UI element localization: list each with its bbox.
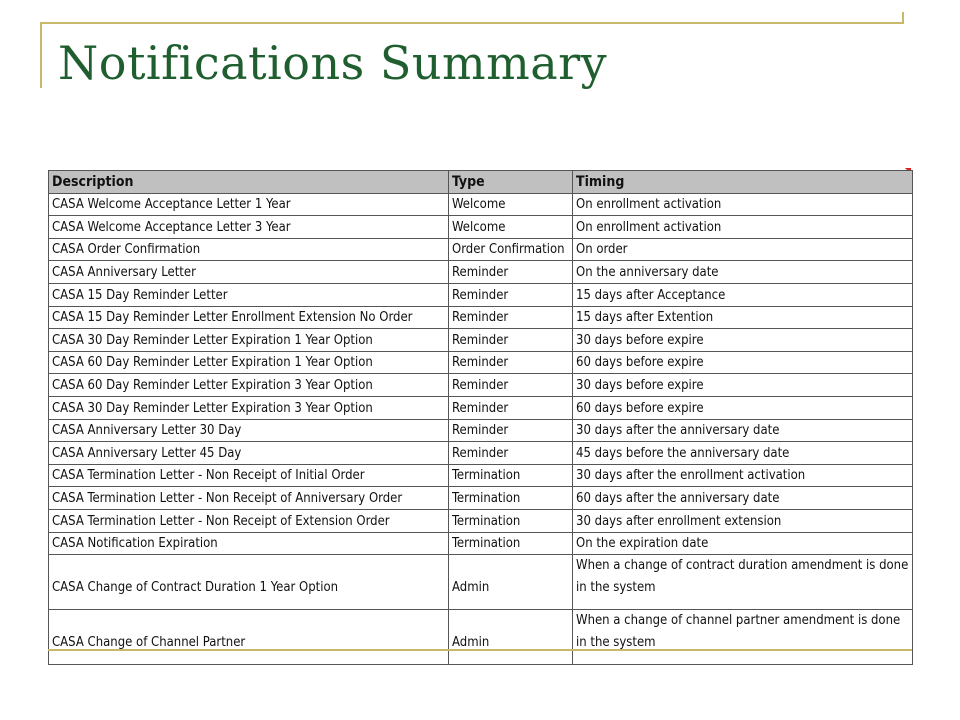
cell-type: Reminder xyxy=(449,396,573,419)
table-row xyxy=(49,374,913,397)
cell-type: Termination xyxy=(449,464,573,487)
table-row xyxy=(49,610,913,665)
cell-timing: On enrollment activation xyxy=(573,193,913,216)
header-type: Type xyxy=(449,171,573,194)
cell-timing: 30 days before expire xyxy=(573,329,913,352)
table-row xyxy=(49,555,913,610)
cell-description: CASA Notification Expiration xyxy=(49,532,449,555)
table-row xyxy=(49,419,913,442)
cell-timing: When a change of contract duration amendment is done in the system xyxy=(573,555,913,610)
cell-description: CASA Termination Letter - Non Receipt of Anniversary Order xyxy=(49,487,449,510)
cell-type: Welcome xyxy=(449,193,573,216)
cell-type: Reminder xyxy=(449,351,573,374)
cell-description: CASA Welcome Acceptance Letter 3 Year xyxy=(49,216,449,239)
cell-timing: 45 days before the anniversary date xyxy=(573,442,913,465)
cell-timing: When a change of channel partner amendment is done in the system xyxy=(573,610,913,665)
cell-description: CASA Change of Contract Duration 1 Year Option xyxy=(49,555,449,610)
cell-description: CASA 30 Day Reminder Letter Expiration 1 Year Option xyxy=(49,329,449,352)
table-row xyxy=(49,509,913,532)
cell-description: CASA 15 Day Reminder Letter Enrollment Extension No Order xyxy=(49,306,449,329)
cell-description: CASA Welcome Acceptance Letter 1 Year xyxy=(49,193,449,216)
cell-description: CASA Anniversary Letter 30 Day xyxy=(49,419,449,442)
table-row xyxy=(49,464,913,487)
cell-description: CASA Termination Letter - Non Receipt of Initial Order xyxy=(49,464,449,487)
cell-description: CASA Change of Channel Partner xyxy=(49,610,449,665)
slide-frame-right-line xyxy=(902,12,904,24)
slide-frame-top-line xyxy=(40,22,904,24)
cell-description: CASA 30 Day Reminder Letter Expiration 3 Year Option xyxy=(49,396,449,419)
cell-timing: 60 days before expire xyxy=(573,351,913,374)
table-row xyxy=(49,238,913,261)
cell-timing: 30 days after the enrollment activation xyxy=(573,464,913,487)
cell-description: CASA Anniversary Letter xyxy=(49,261,449,284)
cell-timing: On enrollment activation xyxy=(573,216,913,239)
cell-timing: 30 days after enrollment extension xyxy=(573,509,913,532)
cell-type: Reminder xyxy=(449,283,573,306)
cell-timing: On order xyxy=(573,238,913,261)
table-row xyxy=(49,283,913,306)
table-row xyxy=(49,193,913,216)
cell-description: CASA 60 Day Reminder Letter Expiration 3 Year Option xyxy=(49,374,449,397)
cell-type: Welcome xyxy=(449,216,573,239)
table-row xyxy=(49,532,913,555)
cell-type: Admin xyxy=(449,555,573,610)
cell-timing: 60 days after the anniversary date xyxy=(573,487,913,510)
cell-type: Termination xyxy=(449,532,573,555)
cell-timing: On the expiration date xyxy=(573,532,913,555)
cell-description: CASA 60 Day Reminder Letter Expiration 1 Year Option xyxy=(49,351,449,374)
cell-type: Reminder xyxy=(449,329,573,352)
cell-type: Order Confirmation xyxy=(449,238,573,261)
cell-description: CASA 15 Day Reminder Letter xyxy=(49,283,449,306)
cell-type: Reminder xyxy=(449,419,573,442)
table-row xyxy=(49,306,913,329)
table-row xyxy=(49,487,913,510)
cell-type: Termination xyxy=(449,487,573,510)
table-row xyxy=(49,216,913,239)
cell-type: Reminder xyxy=(449,374,573,397)
table-bottom-rule xyxy=(48,649,912,651)
cell-description: CASA Anniversary Letter 45 Day xyxy=(49,442,449,465)
cell-timing: 15 days after Acceptance xyxy=(573,283,913,306)
header-description: Description xyxy=(49,171,449,194)
cell-timing: On the anniversary date xyxy=(573,261,913,284)
slide-title: Notifications Summary xyxy=(58,36,608,90)
cell-timing: 30 days before expire xyxy=(573,374,913,397)
cell-timing: 60 days before expire xyxy=(573,396,913,419)
notifications-table-container xyxy=(48,170,912,665)
table-row xyxy=(49,351,913,374)
cell-type: Admin xyxy=(449,610,573,665)
notifications-table xyxy=(48,170,913,665)
table-row xyxy=(49,329,913,352)
table-header-row xyxy=(49,171,913,194)
cell-type: Reminder xyxy=(449,306,573,329)
table-row xyxy=(49,396,913,419)
slide-frame-left-line xyxy=(40,22,42,88)
cell-type: Reminder xyxy=(449,442,573,465)
cell-type: Termination xyxy=(449,509,573,532)
cell-description: CASA Order Confirmation xyxy=(49,238,449,261)
header-timing: Timing xyxy=(573,171,913,194)
table-row xyxy=(49,261,913,284)
table-row xyxy=(49,442,913,465)
cell-type: Reminder xyxy=(449,261,573,284)
cell-timing: 30 days after the anniversary date xyxy=(573,419,913,442)
cell-timing: 15 days after Extention xyxy=(573,306,913,329)
cell-description: CASA Termination Letter - Non Receipt of Extension Order xyxy=(49,509,449,532)
